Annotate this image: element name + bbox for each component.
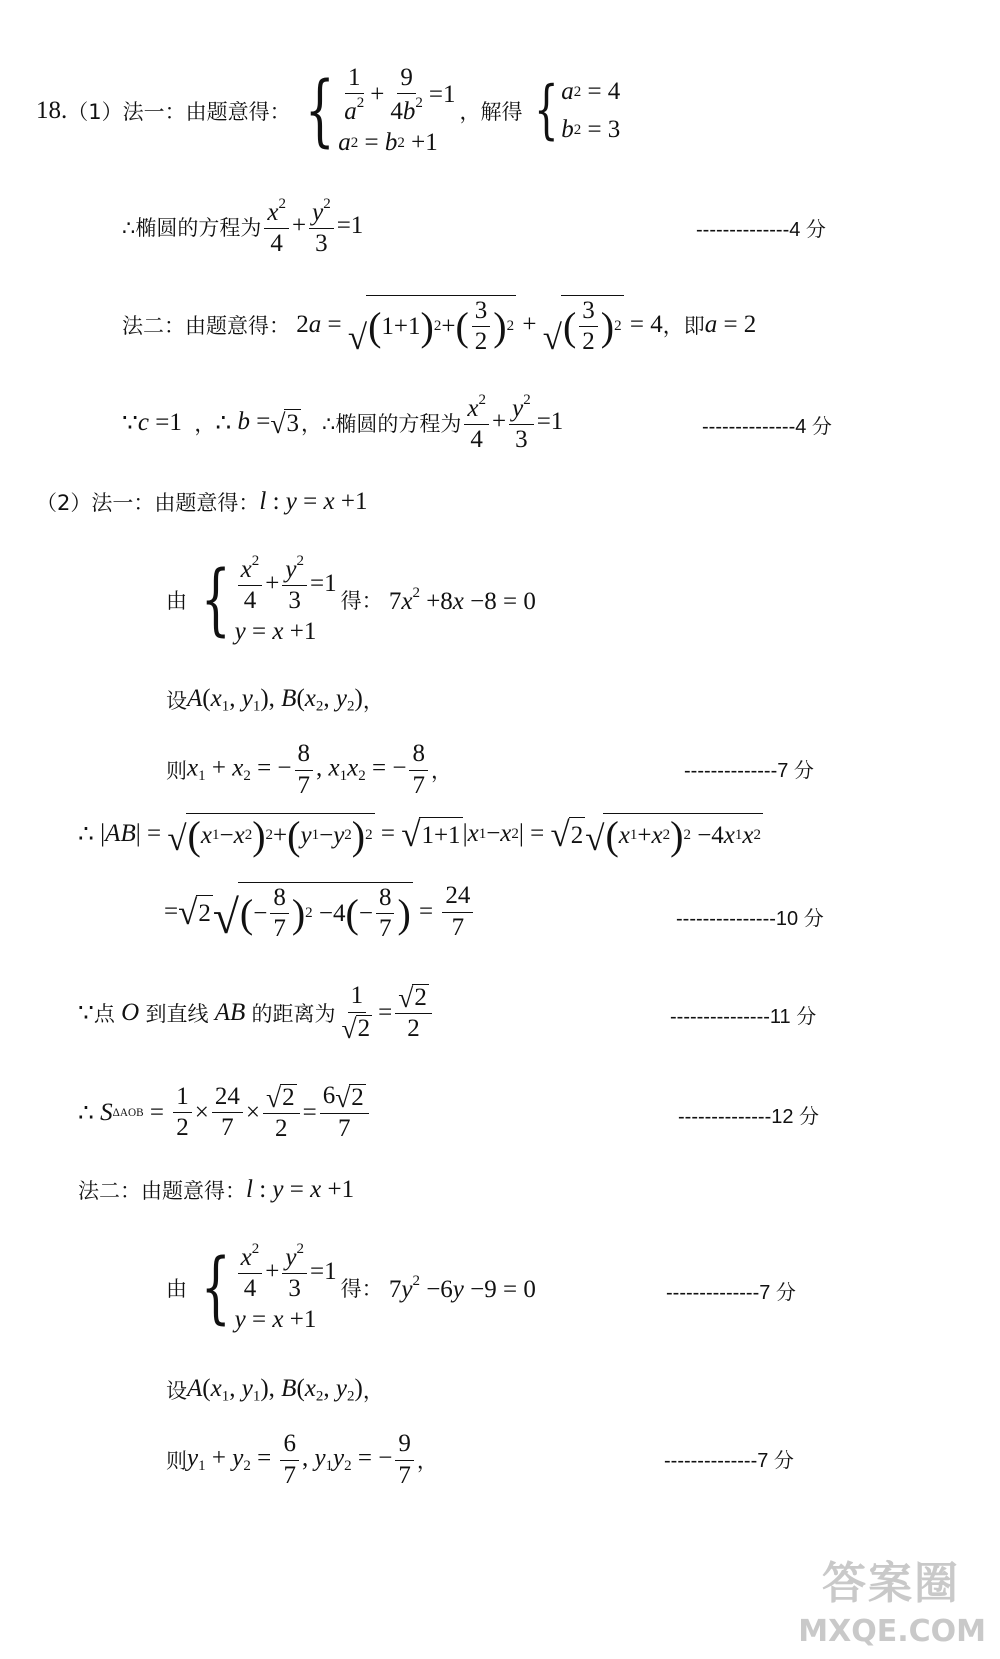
comma-6: ， [416, 1449, 438, 1473]
score-7-b: --------------7 分 [666, 1282, 796, 1304]
vieta-y: $y_1 + y_2$ = $\frac{6}{7}$ , $y_1y_2$ = − $\frac{9}{7}$ [187, 1431, 417, 1489]
part1-label: （1） [67, 100, 123, 124]
c-value: c =1 [137, 409, 195, 436]
line-system-x [166, 548, 536, 652]
line-vieta-y [166, 1428, 438, 1492]
ji-text: ，即 [662, 314, 705, 338]
ab-length-formula: | AB | = √ ( x 1 − x 2 ) 2 + ( y 1 − y 2 ) 2 = √ 1+1 | x 1 − x 2 | = √ 2 √ ( x 1 + x 2 ) 2 −4 x 1 x 2 [93, 812, 762, 858]
score-7-c: --------------7 分 [664, 1450, 794, 1472]
solution-system: { a 2 = 4 b 2 = 3 [534, 73, 621, 148]
therefore-symbol-3: ∴ [78, 1100, 94, 1127]
watermark-logo-text: 答案圈 [822, 1558, 960, 1609]
equation-system-1: { $\frac{1}{a^2}$ + $\frac{9}{4b^2}$ =1 a 2 = b 2 +1 [304, 63, 456, 157]
line-distance [78, 978, 435, 1048]
line-equation-2: l : y = x +1 [246, 1176, 355, 1203]
you-text-2: 由 [166, 1277, 187, 1301]
comma-1: ， [194, 412, 216, 436]
distance-text-1: 点 [93, 1002, 115, 1026]
area-formula: S ΔAOB = $\frac{1}{2}$ × $\frac{24}{7}$ × √ 2 2 = 6 √ 2 7 [94, 1083, 372, 1142]
quadratic-y: $7y^2 -6y -9 = 0$ [382, 1272, 536, 1303]
method2-label: 法二：由题意得： [122, 314, 290, 338]
therefore-ellipse-2: ∴椭圆的方程为 [321, 412, 462, 436]
ab-value-formula: = √ 2 √ ( − $\frac{8}{7}$ ) 2 −4 ( − $\frac{8}{7}$ ) = $\frac{24}{7}$ [164, 882, 476, 943]
line-ellipse-2 [122, 390, 563, 456]
method1-label: 法一：由题意得： [122, 100, 291, 124]
de-text: 得： [340, 589, 383, 613]
sum-distance-equation: 2 a = √ ( 1+1 ) 2 + ( $\frac{3}{2}$ ) 2 + √ ( $\frac{3}{2}$ ) 2 = 4 [290, 296, 663, 358]
line-ellipse-1 [122, 192, 363, 262]
ellipse-equation-2: $\frac{x^2}{4}$ + $\frac{y^2}{3}$ =1 [461, 393, 563, 454]
distance-value: 1 √ 2 = √ 2 2 [336, 983, 435, 1042]
distance-text-2: 到直线 [145, 1002, 209, 1026]
ellipse-equation: $\frac{x^2}{4}$ + $\frac{y^2}{3}$ =1 [261, 197, 363, 258]
de-text-2: 得： [340, 1277, 383, 1301]
ze-text-2: 则 [166, 1449, 187, 1473]
comma-5: ， [362, 1379, 384, 1403]
score-4-a: --------------4 分 [696, 219, 826, 241]
vieta-x: $x_1 + x_2$ = − $\frac{8}{7}$ , $x_1x_2$ = − $\frac{8}{7}$ [187, 741, 431, 799]
score-11: ---------------11 分 [670, 1006, 817, 1028]
because-symbol: ∵ [122, 410, 138, 437]
she-text: 设 [166, 689, 187, 713]
line-method2b [78, 1172, 354, 1208]
you-text: 由 [166, 589, 187, 613]
therefore-symbol-1: ∴ [215, 410, 232, 437]
line-ab-length [78, 808, 763, 860]
line-equation: l : y = x +1 [259, 488, 368, 515]
line-system-y [166, 1236, 536, 1340]
equation-system-2: { $\frac{x^2}{4}$ + $\frac{y^2}{3}$ =1 y = x +1 [200, 552, 337, 646]
comma-2: ， [300, 412, 322, 436]
line-points-1 [166, 682, 384, 718]
comma-4: ， [430, 759, 452, 783]
therefore-symbol-2: ∴ [78, 821, 94, 848]
line-ab-name: AB [208, 999, 252, 1026]
because-symbol-2: ∵ [78, 1000, 94, 1027]
score-4-b: --------------4 分 [702, 416, 832, 438]
part2-label: （2）法一：由题意得： [36, 491, 260, 515]
line-part2 [36, 484, 367, 520]
solve-label: ，解得 [459, 100, 523, 124]
problem-number: 18. [36, 97, 68, 124]
line-ab-value [164, 872, 476, 952]
line-vieta-x [166, 738, 452, 802]
watermark-url: MXQE.COM [798, 1614, 986, 1649]
line-points-2 [166, 1372, 384, 1408]
point-o: O [114, 999, 146, 1026]
a-value: a = 2 [704, 311, 757, 338]
she-text-2: 设 [166, 1379, 187, 1403]
points-ab: $A(x_1$, $y_1$), $B(x_2$, $y_2$) [187, 684, 363, 715]
quadratic-x: $7x^2 +8x -8 = 0$ [382, 584, 536, 615]
ze-text: 则 [166, 759, 187, 783]
line-area [78, 1078, 372, 1148]
score-10: ---------------10 分 [676, 908, 824, 930]
therefore-ellipse: ∴椭圆的方程为 [122, 216, 262, 240]
points-ab-2: $A(x_1$, $y_1$), $B(x_2$, $y_2$) [187, 1374, 363, 1405]
score-7-a: --------------7 分 [684, 760, 814, 782]
equation-system-3: { $\frac{x^2}{4}$ + $\frac{y^2}{3}$ =1 y = x +1 [200, 1240, 337, 1334]
distance-text-3: 的距离为 [251, 1002, 336, 1026]
comma-3: ， [362, 689, 384, 713]
line-method2 [122, 284, 756, 366]
line-method1 [36, 56, 624, 166]
method2b-label: 法二：由题意得： [78, 1179, 246, 1203]
b-value: b = √ 3 [237, 408, 299, 440]
score-12: --------------12 分 [678, 1106, 820, 1128]
